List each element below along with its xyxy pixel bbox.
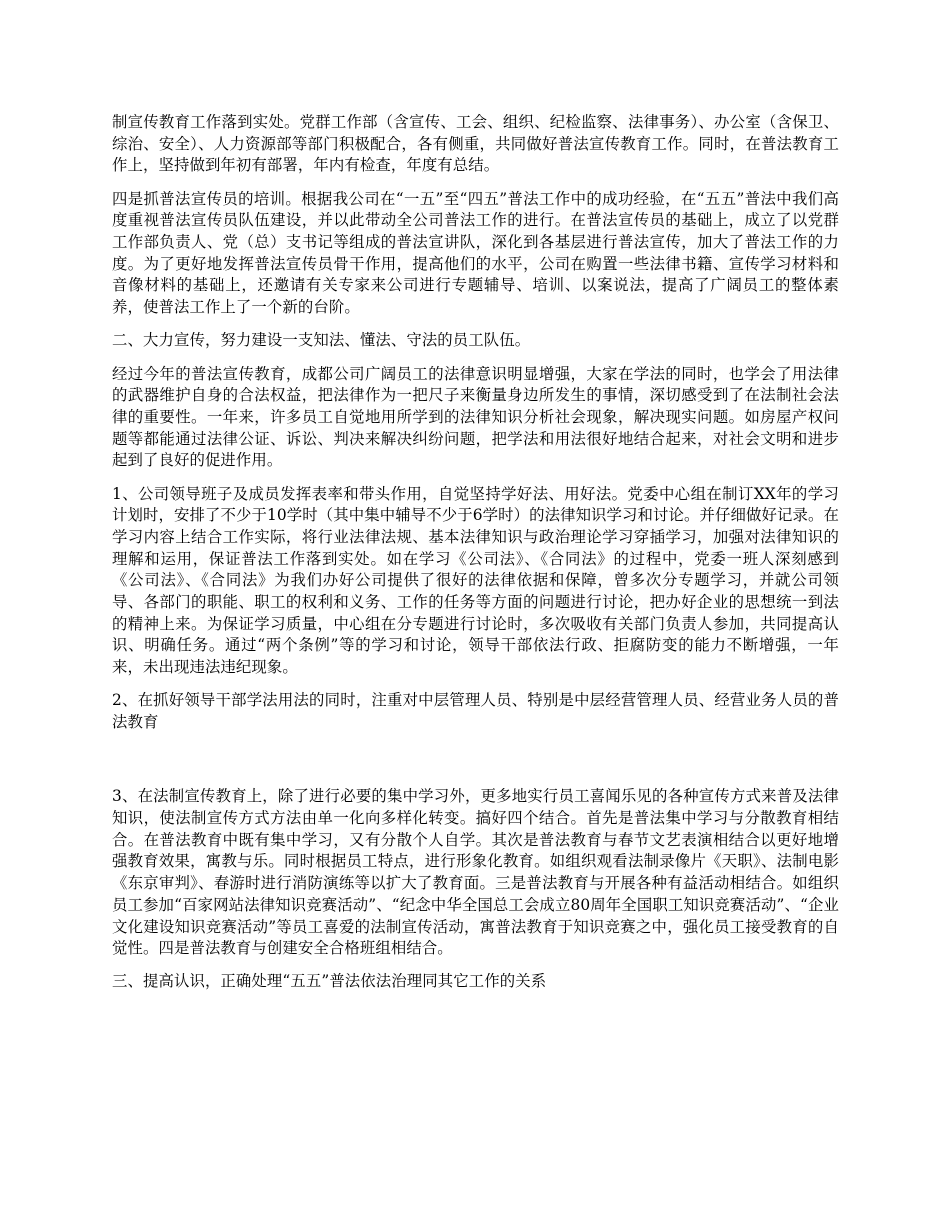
paragraph-2: 四是抓普法宣传员的培训。根据我公司在“一五”至“四五”普法工作中的成功经验，在“五五”普法中我们高度重视普法宣传员队伍建设，并以此带动全公司普法工作的进行。在普法宣传员的基础上，成立了以党群工作部负责人、党（总）支书记等组成的普法宣讲队，深化到各基层进行普法宣传，加大了普法工作的力度。为了更好地发挥普法宣传员骨干作用，提高他们的水平，公司在购置一些法律书籍、宣传学习材料和音像材料的基础上，还邀请有关专家来公司进行专题辅导、培训、以案说法，提高了广阔员工的整体素养，使普法工作上了一个新的台阶。 [112,189,839,317]
blank-spacer [112,745,839,786]
document-body [112,112,839,1005]
paragraph-5: 2、在抓好领导干部学法用法的同时，注重对中层管理人员、特别是中层经营管理人员、经营业务人员的普法教育 [112,691,839,732]
paragraph-3: 经过今年的普法宣传教育，成都公司广阔员工的法律意识明显增强，大家在学法的同时，也学会了用法律的武器维护自身的合法权益，把法律作为一把尺子来衡量身边所发生的事情，深切感受到了在法制社会法律的重要性。一年来，许多员工自觉地用所学到的法律知识分析社会现象，解决现实问题。如房屋产权问题等都能通过法律公证、诉讼、判决来解决纠纷问题，把学法和用法很好地结合起来，对社会文明和进步起到了良好的促进作用。 [112,364,839,470]
paragraph-6: 3、在法制宣传教育上，除了进行必要的集中学习外，更多地实行员工喜闻乐见的各种宣传方式来普及法律知识，使法制宣传方式方法由单一化向多样化转变。搞好四个结合。首先是普法集中学习与分散教育相结合。在普法教育中既有集中学习，又有分散个人自学。其次是普法教育与春节文艺表演相结合以更好地增强教育效果，寓教与乐。同时根据员工特点，进行形象化教育。如组织观看法制录像片《天职》、法制电影《东京审判》、春游时进行消防演练等以扩大了教育面。三是普法教育与开展各种有益活动相结合。如组织员工参加“百家网站法律知识竞赛活动”、“纪念中华全国总工会成立80周年全国职工知识竞赛活动”、“企业文化建设知识竞赛活动”等员工喜爱的法制宣传活动，寓普法教育于知识竞赛之中，强化员工接受教育的自觉性。四是普法教育与创建安全合格班组相结合。 [112,787,839,958]
section-heading-2: 二、大力宣传，努力建设一支知法、懂法、守法的员工队伍。 [112,331,531,350]
paragraph-4: 1、公司领导班子及成员发挥表率和带头作用，自觉坚持学好法、用好法。党委中心组在制订XX年的学习计划时，安排了不少于10学时（其中集中辅导不少于6学时）的法律知识学习和讨论。并仔细做好记录。在学习内容上结合工作实际，将行业法律法规、基本法律知识与政治理论学习穿插学习，加强对法律知识的理解和运用，保证普法工作落到实处。如在学习《公司法》、《合同法》的过程中，党委一班人深刻感到《公司法》、《合同法》为我们办好公司提供了很好的法律依据和保障，曾多次分专题学习，并就公司领导、各部门的职能、职工的权利和义务、工作的任务等方面的问题进行讨论，把办好企业的思想统一到法的精神上来。为保证学习质量，中心组在分专题进行讨论时，多次吸收有关部门负责人参加，共同提高认识、明确任务。通过“两个条例”等的学习和讨论，领导干部依法行政、拒腐防变的能力不断增强，一年来，未出现违法违纪现象。 [112,484,839,677]
section-heading-3: 三、提高认识，正确处理“五五”普法依法治理同其它工作的关系 [112,972,547,991]
paragraph-1: 制宣传教育工作落到实处。党群工作部（含宣传、工会、组织、纪检监察、法律事务）、办公室（含保卫、综治、安全）、人力资源部等部门积极配合，各有侧重，共同做好普法宣传教育工作。同时，在普法教育工作上，坚持做到年初有部署，年内有检查，年度有总结。 [112,113,839,175]
